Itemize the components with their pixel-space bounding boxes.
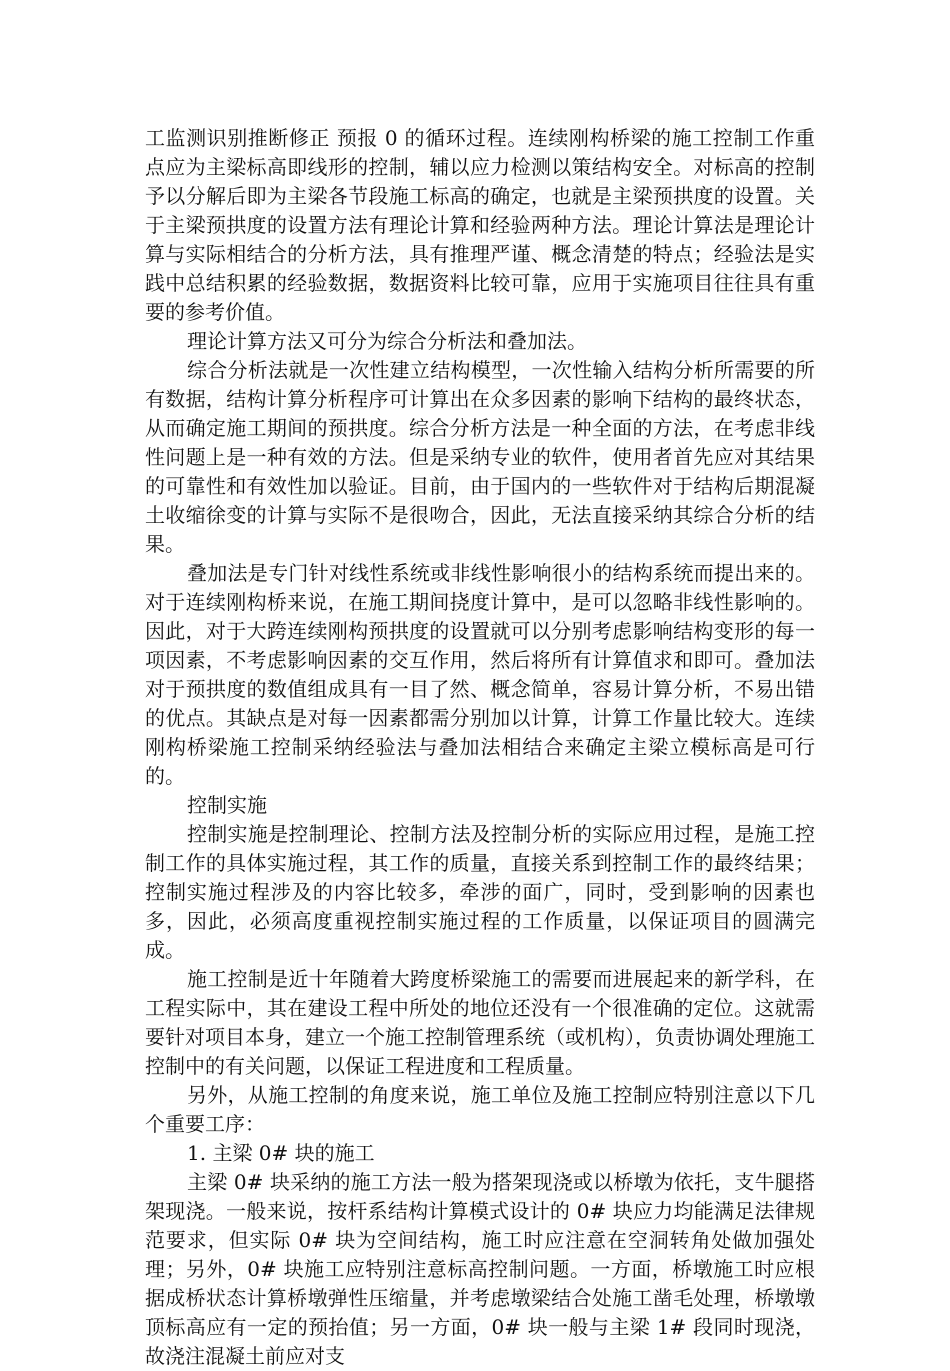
document-body: [145, 124, 815, 1371]
paragraph-3: 综合分析法就是一次性建立结构模型，一次性输入结构分析所需要的所有数据，结构计算分析程序可计算出在众多因素的影响下结构的最终状态，从而确定施工期间的预拱度。综合分析方法是一种全面的方法，在考虑非线性问题上是一种有效的方法。但是采纳专业的软件，使用者首先应对其结果的可靠性和有效性加以验证。目前，由于国内的一些软件对于结构后期混凝土收缩徐变的计算与实际不是很吻合，因此，无法直接采纳其综合分析的结果。: [145, 358, 815, 556]
paragraph-7: 施工控制是近十年随着大跨度桥梁施工的需要而进展起来的新学科，在工程实际中，其在建设工程中所处的地位还没有一个很准确的定位。这就需要针对项目本身，建立一个施工控制管理系统（或机构），负责协调处理施工控制中的有关问题，以保证工程进度和工程质量。: [145, 967, 815, 1078]
paragraph-4: 叠加法是专门针对线性系统或非线性影响很小的结构系统而提出来的。对于连续刚构桥来说，在施工期间挠度计算中，是可以忽略非线性影响的。因此，对于大跨连续刚构预拱度的设置就可以分别考虑影响结构变形的每一项因素，不考虑影响因素的交互作用，然后将所有计算值求和即可。叠加法对于预拱度的数值组成具有一目了然、概念简单，容易计算分析，不易出错的优点。其缺点是对每一因素都需分别加以计算，计算工作量比较大。连续刚构桥梁施工控制采纳经验法与叠加法相结合来确定主梁立模标高是可行的。: [145, 561, 815, 788]
paragraph-1: 工监测识别推断修正 预报 0 的循环过程。连续刚构桥梁的施工控制工作重点应为主梁标高即线形的控制，辅以应力检测以策结构安全。对标高的控制予以分解后即为主梁各节段施工标高的确定，也就是主梁预拱度的设置。关于主梁预拱度的设置方法有理论计算和经验两种方法。理论计算法是理论计算与实际相结合的分析方法，具有推理严谨、概念清楚的特点；经验法是实践中总结积累的经验数据，数据资料比较可靠，应用于实施项目往往具有重要的参考价值。: [145, 126, 815, 324]
paragraph-2: 理论计算方法又可分为综合分析法和叠加法。: [187, 329, 587, 353]
section-heading-control-implementation: 控制实施: [187, 793, 267, 817]
paragraph-8: 另外，从施工控制的角度来说，施工单位及施工控制应特别注意以下几个重要工序：: [145, 1083, 815, 1136]
paragraph-6: 控制实施是控制理论、控制方法及控制分析的实际应用过程，是施工控制工作的具体实施过程，其工作的质量，直接关系到控制工作的最终结果；控制实施过程涉及的内容比较多，牵涉的面广，同时，受到影响的因素也多，因此，必须高度重视控制实施过程的工作质量，以保证项目的圆满完成。: [145, 822, 815, 962]
paragraph-10: 主梁 0# 块采纳的施工方法一般为搭架现浇或以桥墩为依托，支牛腿搭架现浇。一般来说，按杆系结构计算模式设计的 0# 块应力均能满足法律规范要求，但实际 0# 块为空间结构，施工时应注意在空洞转角处做加强处理；另外，0# 块施工应特别注意标高控制问题。一方面，桥墩施工时应根据成桥状态计算桥墩弹性压缩量，并考虑墩梁结合处施工凿毛处理，桥墩墩顶标高应有一定的预抬值；另一方面，0# 块一般与主梁 1# 段同时现浇，故浇注混凝土前应对支: [145, 1170, 815, 1368]
list-item-heading-1: 1. 主梁 0# 块的施工: [187, 1141, 375, 1165]
